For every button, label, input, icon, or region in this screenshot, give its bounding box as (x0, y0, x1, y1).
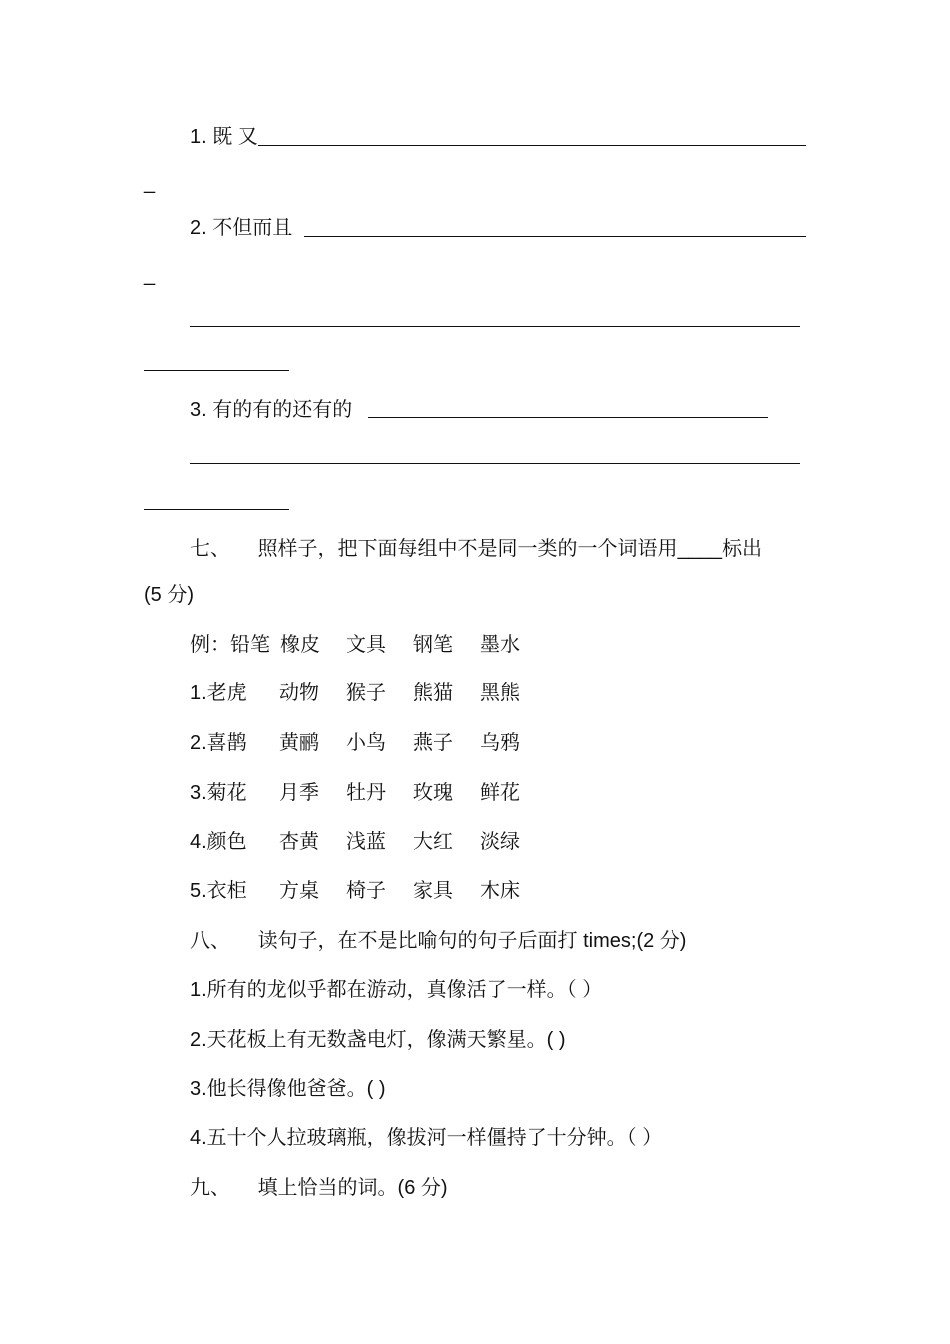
word-cell: 文具 (346, 634, 386, 656)
section-7-heading (190, 536, 762, 562)
word-cell: 动物 (279, 682, 319, 704)
word-cell: 淡绿 (480, 831, 520, 853)
word-cell: 椅子 (346, 880, 386, 902)
section-7-number: 七、 (190, 538, 230, 560)
section-8-heading (190, 928, 686, 954)
section-7-blank: ____ (677, 538, 723, 560)
question-6-1 (190, 124, 258, 150)
answer-line-tail: _ (144, 172, 156, 194)
answer-line (144, 370, 289, 371)
word-cell: 熊猫 (413, 682, 453, 704)
word-cell: 月季 (279, 782, 319, 804)
answer-line (190, 326, 800, 327)
word-cell: 燕子 (413, 732, 453, 754)
section-7-end: 标出 (722, 538, 763, 560)
section-7-score: (5 分) (144, 584, 194, 606)
word-cell: 鲜花 (480, 782, 520, 804)
word-cell: 玫瑰 (413, 782, 453, 804)
word-cell: 钢笔 (413, 634, 453, 656)
word-cell: 浅蓝 (346, 831, 386, 853)
word-cell: 方桌 (279, 880, 319, 902)
word-cell: 1.老虎 (190, 682, 247, 704)
word-cell: 5.衣柜 (190, 880, 247, 902)
section-8-number: 八、 (190, 930, 230, 952)
word-cell: 3.菊花 (190, 782, 247, 804)
section-9-heading (190, 1175, 448, 1201)
section-9-number: 九、 (190, 1177, 230, 1199)
section-7-text: 照样子，把下面每组中不是同一类的一个词语用 (257, 538, 678, 560)
word-cell: 乌鸦 (480, 732, 520, 754)
question-6-2 (190, 215, 292, 241)
answer-line (190, 463, 800, 464)
word-cell: 2.喜鹊 (190, 732, 247, 754)
word-cell: 牡丹 (346, 782, 386, 804)
word-cell: 大红 (413, 831, 453, 853)
word-cell: 橡皮 (280, 634, 320, 656)
section-9-text: 填上恰当的词。(6 分) (257, 1177, 448, 1199)
word-cell: 杏黄 (279, 831, 319, 853)
word-cell: 木床 (480, 880, 520, 902)
answer-line-tail: _ (144, 264, 156, 286)
question-6-3 (190, 397, 352, 423)
word-cell: 4.颜色 (190, 831, 247, 853)
word-cell: 墨水 (480, 634, 520, 656)
answer-line (258, 145, 806, 146)
section-8-text: 读句子，在不是比喻句的句子后面打 times;(2 分) (257, 930, 687, 952)
word-cell: 家具 (413, 880, 453, 902)
answer-line (368, 417, 768, 418)
word-cell: 例：铅笔 (190, 634, 270, 656)
word-cell: 小鸟 (346, 732, 386, 754)
word-cell: 猴子 (346, 682, 386, 704)
question-6-2-text: 2. 不但而且 (190, 217, 293, 239)
sentence-item: 1.所有的龙似乎都在游动，真像活了一样。（ ） (190, 979, 603, 1001)
question-6-1-text: 1. 既 又 (190, 126, 258, 148)
question-6-3-text: 3. 有的有的还有的 (190, 399, 353, 421)
sentence-item: 2.天花板上有无数盏电灯，像满天繁星。( ) (190, 1029, 566, 1051)
sentence-item: 4.五十个人拉玻璃瓶，像拔河一样僵持了十分钟。（ ） (190, 1127, 663, 1149)
answer-line (144, 509, 289, 510)
answer-line (304, 236, 806, 237)
word-cell: 黄鹂 (279, 732, 319, 754)
sentence-item: 3.他长得像他爸爸。( ) (190, 1078, 386, 1100)
word-cell: 黑熊 (480, 682, 520, 704)
